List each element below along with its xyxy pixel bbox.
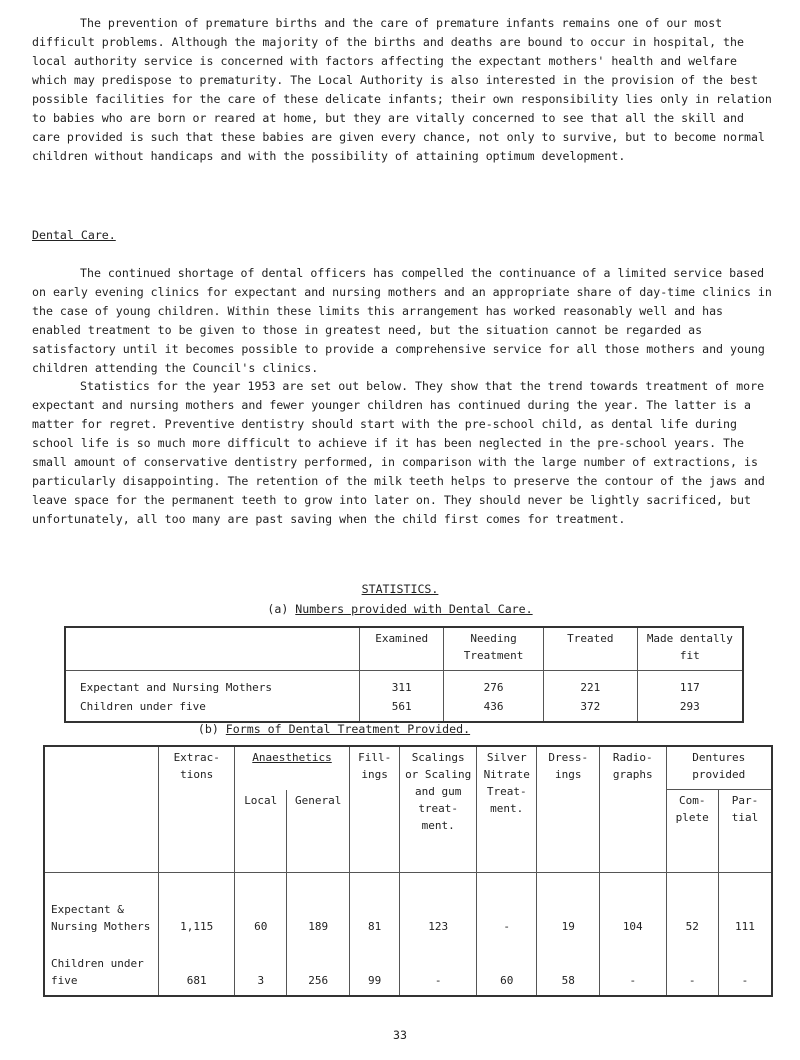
table-cell: 52 — [666, 872, 718, 939]
statistics-heading: STATISTICS. — [361, 582, 439, 596]
dental-treatment-forms-table — [43, 745, 773, 997]
table-cell: 3 — [235, 939, 287, 996]
table-cell: 436 — [444, 697, 544, 722]
table-cell: 189 — [287, 872, 350, 939]
dental-paragraph-2: Statistics for the year 1953 are set out below. They show that the trend towards treatment of more expectant and nursing mothers and fewer younger children has continued during the year. The latter is a matter for regret. Preventive dentistry should start with the pre-school child, as dental life during school life is so much more difficult to achieve if it has been neglected in the pre-school years. The small amount of conservative dentistry performed, in comparison with the large number of extractions, is particularly disappointing. The retention of the milk teeth helps to preserve the contour of the jaws and leave space for the permanent teeth to grow into later on. They should never be lightly sacrificed, but unfortunately, all too many are past saving when the child first comes for treatment. — [32, 379, 765, 526]
header-cell: Radio- graphs — [599, 746, 666, 872]
table-cell: 561 — [360, 697, 444, 722]
page-number: 33 — [393, 1028, 407, 1042]
header-cell: Com- plete — [666, 790, 718, 873]
dental-care-heading: Dental Care. — [32, 228, 116, 242]
table-row — [65, 697, 743, 722]
intro-paragraph: The prevention of premature births and the care of premature infants remains one of our most difficult problems. Although the majority of the births and deaths are bound to occur in hospital, the local authority service is concerned with factors affecting the expectant mothers' health and welfare which may predispose to prematurity. The Local Authority is also interested in the provision of the best possible facilities for the care of these delicate infants; their own responsibility lies only in relation to babies who are born or reared at home, but they are vitally concerned to see that all the skill and care provided is such that these babies are given every chance, not only to survive, but to become normal children without handicaps and with the possibility of attaining optimum development. — [32, 16, 772, 163]
table-cell: 111 — [718, 872, 772, 939]
table-cell: 311 — [360, 671, 444, 698]
header-cell — [65, 627, 360, 671]
table-cell: 117 — [637, 671, 743, 698]
header-cell: Silver Nitrate Treat- ment. — [477, 746, 537, 872]
table-header-row — [44, 746, 772, 790]
header-cell: Dress- ings — [537, 746, 600, 872]
table-cell: 104 — [599, 872, 666, 939]
table-cell: 99 — [349, 939, 399, 996]
table-cell: - — [666, 939, 718, 996]
row-label: Children under five — [51, 956, 144, 987]
row-label: Expectant & Nursing Mothers — [51, 902, 151, 933]
dental-care-numbers-table — [64, 626, 744, 723]
header-cell — [44, 746, 159, 872]
table-b-caption: (b) Forms of Dental Treatment Provided. — [197, 722, 471, 736]
table-cell: 221 — [543, 671, 637, 698]
table-a-caption: (a) Numbers provided with Dental Care. — [267, 602, 533, 616]
header-cell: Needing Treatment — [444, 627, 544, 671]
header-cell: Treated — [543, 627, 637, 671]
table-cell: 293 — [637, 697, 743, 722]
table-cell: 81 — [349, 872, 399, 939]
table-header-row — [65, 627, 743, 671]
table-row — [44, 872, 772, 939]
table-cell: 58 — [537, 939, 600, 996]
table-cell: 60 — [235, 872, 287, 939]
table-cell: 681 — [159, 939, 235, 996]
header-cell: Extrac- tions — [159, 746, 235, 872]
header-cell: Fill- ings — [349, 746, 399, 872]
table-cell: 276 — [444, 671, 544, 698]
table-cell: - — [477, 872, 537, 939]
table-cell: 19 — [537, 872, 600, 939]
header-cell: Local — [235, 790, 287, 873]
header-cell: Made dentally fit — [637, 627, 743, 671]
table-cell: - — [400, 939, 477, 996]
table-row — [44, 939, 772, 996]
dental-paragraph-1: The continued shortage of dental officers has compelled the continuance of a limited service based on early evening clinics for expectant and nursing mothers and an appropriate share of day-time clinics in the case of young children. Within these limits this arrangement has worked reasonably well and has enabled treatment to be given to those in greatest need, but the situation cannot be regarded as satisfactory until it becomes possible to provide a comprehensive service for all those mothers and young children attending the Council's clinics. — [32, 266, 772, 375]
header-cell: General — [287, 790, 350, 873]
row-label: Expectant and Nursing Mothers — [80, 681, 273, 694]
header-cell: Dentures provided — [666, 746, 772, 790]
table-cell: 123 — [400, 872, 477, 939]
table-cell: 60 — [477, 939, 537, 996]
table-row — [65, 671, 743, 698]
table-cell: 372 — [543, 697, 637, 722]
header-cell: Examined — [360, 627, 444, 671]
table-cell: 1,115 — [159, 872, 235, 939]
header-cell: Scalings or Scaling and gum treat- ment. — [400, 746, 477, 872]
table-cell: - — [599, 939, 666, 996]
header-cell: Anaesthetics — [235, 746, 350, 790]
header-cell: Par- tial — [718, 790, 772, 873]
table-cell: - — [718, 939, 772, 996]
table-cell: 256 — [287, 939, 350, 996]
row-label: Children under five — [80, 700, 206, 713]
